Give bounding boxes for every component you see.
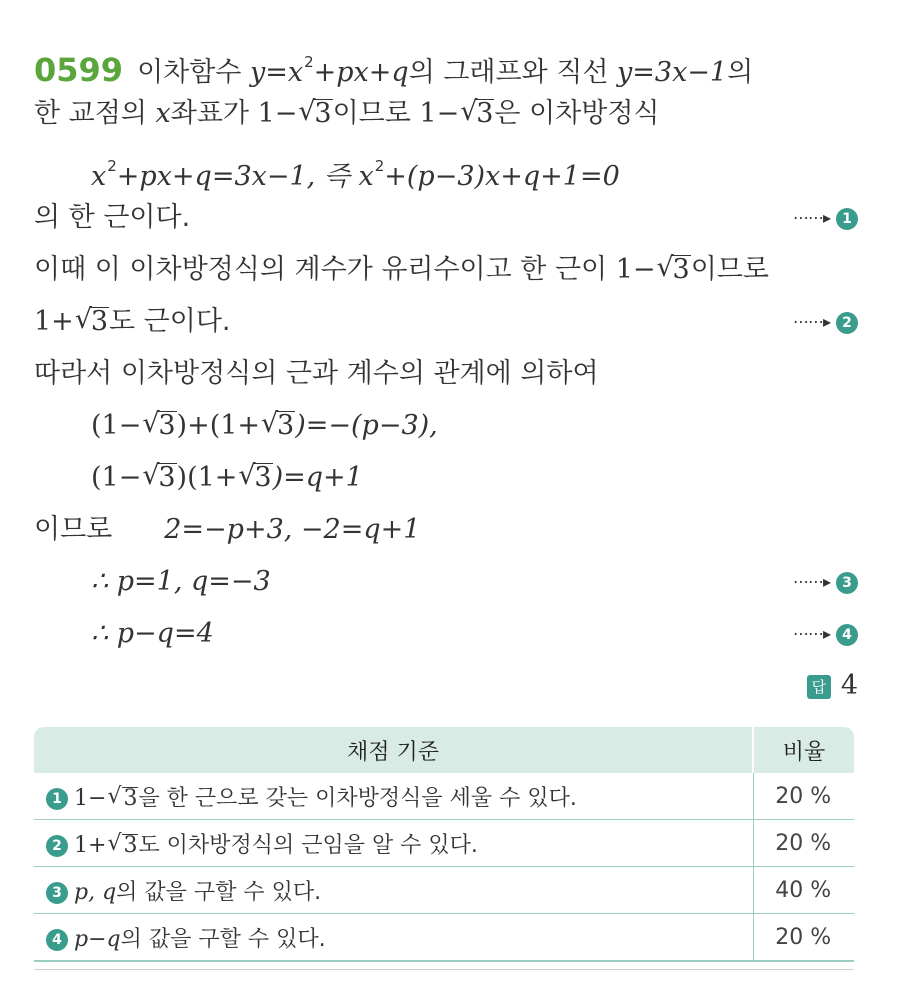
circled-number-4: 4 [46,929,68,951]
step-marker-4: ⋯⋯▸ 4 [793,608,858,660]
solution-body [34,36,864,712]
circled-number-4: 4 [836,624,858,646]
criteria-cell: 2 1+ √ 3도 이차방정식의 근임을 알 수 있다. [34,820,753,867]
circled-number-2: 2 [836,312,858,334]
solution-line-7: 따라서 이차방정식의 근과 계수의 관계에 의하여 [34,358,599,389]
problem-number: 0599 [34,51,124,89]
solution-line-1: 0599 이차함수 $y=x^2+px+q$의 그래프와 직선 y=3x−1의 [34,51,754,89]
table-row [34,773,854,820]
sqrt-symbol: √ 3 [142,408,176,441]
step-marker-2: ⋯⋯▸ 2 [793,296,858,348]
grading-criteria-table [34,727,854,962]
circled-number-2: 2 [46,835,68,857]
header-criteria: 채점 기준 [34,727,753,773]
criteria-cell: 3 p, q의 값을 구할 수 있다. [34,867,753,914]
solution-line-9: (1− √ 3)(1+ √ 3)=q+1 [34,452,864,504]
solution-line-2: 한 교점의 x좌표가 1− √ 3이므로 1− √ 3은 이차방정식 [34,88,864,140]
answer-line [34,660,864,712]
solution-line-4: 의 한 근이다. ⋯⋯▸ 1 [34,192,864,244]
solution-line-12: ∴ p−q=4 ⋯⋯▸ 4 [34,608,864,660]
circled-number-1: 1 [46,788,68,810]
table-row [34,820,854,867]
answer-badge: 답 [807,675,831,699]
solution-line-8: (1− √ 3)+(1+ √ 3)=−(p−3), [34,400,864,452]
sqrt-symbol: √ 3 [107,783,138,811]
solution-line-6: 1+ √ 3도 근이다. ⋯⋯▸ 2 [34,296,864,348]
criteria-cell: 1 1− √ 3을 한 근으로 갖는 이차방정식을 세울 수 있다. [34,773,753,820]
ratio-cell: 40 % [753,867,854,914]
sqrt-symbol: √ 3 [107,830,138,858]
solution-line-11: ∴ p=1, q=−3 ⋯⋯▸ 3 [34,556,864,608]
ratio-cell: 20 % [753,820,854,867]
solution-line-10: 이므로 2=−p+3, −2=q+1 [34,514,421,545]
bottom-divider [34,969,854,970]
circled-number-3: 3 [46,882,68,904]
step-marker-3: ⋯⋯▸ 3 [793,556,858,608]
solution-line-5: 이때 이 이차방정식의 계수가 유리수이고 한 근이 1− √ 3이므로 [34,244,864,296]
circled-number-1: 1 [836,208,858,230]
table-row [34,914,854,962]
criteria-cell: 4 p−q의 값을 구할 수 있다. [34,914,753,962]
table-header-row [34,727,854,773]
sqrt-symbol: √ 3 [142,460,176,493]
sqrt-symbol: √ 3 [261,408,295,441]
circled-number-3: 3 [836,572,858,594]
header-ratio: 비율 [753,727,854,773]
sqrt-symbol: √ 3 [298,96,332,129]
ratio-cell: 20 % [753,914,854,962]
step-marker-1: ⋯⋯▸ 1 [793,192,858,244]
sqrt-symbol: √ 3 [238,460,272,493]
answer: 답 4 [807,660,858,712]
table-row [34,867,854,914]
sqrt-symbol: √ 3 [460,96,494,129]
ratio-cell: 20 % [753,773,854,820]
sqrt-symbol: √ 3 [656,252,690,285]
solution-line-3: $x^2+px+q=3x-1$, 즉 $x^2+(p-3)x+q+1=0$ [91,157,620,192]
sqrt-symbol: √ 3 [74,304,108,337]
